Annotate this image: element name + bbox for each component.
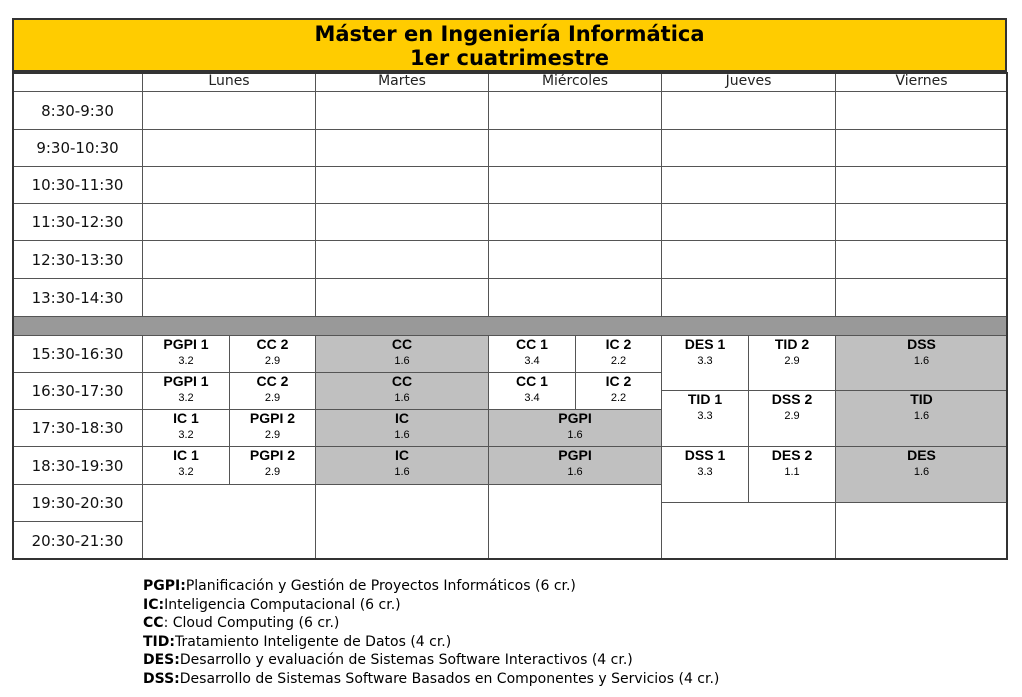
course-name: CC 1 (516, 373, 548, 389)
course-name: DSS (907, 336, 936, 352)
empty-cell (835, 91, 1008, 130)
time-slot: 16:30-17:30 (12, 372, 143, 410)
course-name: PGPI 2 (249, 410, 296, 426)
course-name: TID 2 (774, 336, 810, 352)
room-number: 1.6 (394, 355, 410, 367)
empty-cell (315, 166, 489, 204)
empty-cell (488, 240, 662, 279)
time-slot: 10:30-11:30 (12, 166, 143, 204)
empty-cell (142, 278, 316, 317)
room-number: 3.2 (178, 429, 194, 441)
course-name: IC 1 (173, 410, 199, 426)
class-block (835, 390, 1008, 447)
course-name: TID (910, 391, 933, 407)
empty-cell (835, 166, 1008, 204)
class-block (748, 446, 836, 503)
class-block (488, 335, 576, 373)
time-slot: 15:30-16:30 (12, 335, 143, 373)
legend-item: DSS:Desarrollo de Sistemas Software Basados en Componentes y Servicios (4 cr.) (143, 670, 720, 687)
course-name: DES 2 (771, 447, 813, 463)
room-number: 2.9 (784, 355, 800, 367)
room-number: 3.3 (697, 466, 713, 478)
legend (143, 577, 719, 689)
empty-cell (315, 484, 489, 560)
empty-cell (142, 203, 316, 241)
course-name: DES 1 (684, 336, 726, 352)
class-block (315, 446, 489, 485)
class-block (229, 335, 316, 373)
day-header: Lunes (142, 72, 316, 92)
day-header: Jueves (661, 72, 836, 92)
empty-cell (488, 166, 662, 204)
room-number: 2.9 (264, 392, 281, 404)
class-block (748, 335, 836, 391)
class-block (142, 372, 230, 410)
course-name: CC 2 (256, 336, 289, 352)
class-block (575, 372, 662, 410)
break-bar (12, 316, 1008, 336)
day-header: Miércoles (488, 72, 662, 92)
class-block (748, 390, 836, 447)
course-name: DSS 2 (771, 391, 813, 407)
class-block (661, 446, 749, 503)
time-slot: 20:30-21:30 (12, 521, 143, 560)
class-block (142, 335, 230, 373)
class-block (488, 446, 662, 485)
course-name: IC (395, 410, 409, 426)
room-number: 3.3 (697, 410, 713, 422)
room-number: 2.9 (264, 466, 281, 478)
room-number: 1.6 (394, 429, 410, 441)
empty-cell (661, 166, 836, 204)
course-name: PGPI 1 (163, 336, 209, 352)
empty-cell (142, 484, 316, 560)
empty-cell (315, 91, 489, 130)
empty-cell (835, 203, 1008, 241)
empty-cell (315, 129, 489, 167)
course-name: PGPI 1 (163, 373, 209, 389)
class-block (229, 372, 316, 410)
time-slot: 9:30-10:30 (12, 129, 143, 167)
title-line-2: 1er cuatrimestre (410, 46, 609, 70)
course-name: CC (391, 336, 413, 352)
empty-cell (315, 203, 489, 241)
room-number: 3.2 (178, 466, 194, 478)
room-number: 1.6 (913, 410, 930, 422)
class-block (661, 335, 749, 391)
room-number: 2.2 (610, 392, 627, 404)
room-number: 2.2 (610, 355, 627, 367)
time-slot: 11:30-12:30 (12, 203, 143, 241)
class-block (229, 409, 316, 447)
empty-cell (661, 278, 836, 317)
empty-cell (142, 91, 316, 130)
room-number: 1.6 (394, 392, 410, 404)
empty-cell (661, 129, 836, 167)
legend-item: CC: Cloud Computing (6 cr.) (143, 615, 340, 632)
legend-item: DES:Desarrollo y evaluación de Sistemas Software Interactivos (4 cr.) (143, 652, 633, 669)
empty-cell (142, 129, 316, 167)
room-number: 2.9 (264, 429, 281, 441)
room-number: 1.6 (567, 466, 583, 478)
time-slot: 12:30-13:30 (12, 240, 143, 279)
course-name: TID 1 (687, 391, 723, 407)
room-number: 2.9 (264, 355, 281, 367)
class-block (575, 335, 662, 373)
course-name: CC 2 (256, 373, 289, 389)
corner-cell (12, 72, 143, 92)
empty-cell (488, 484, 662, 560)
course-name: IC 2 (605, 336, 632, 352)
empty-cell (835, 502, 1008, 560)
course-name: PGPI (558, 410, 592, 426)
empty-cell (835, 278, 1008, 317)
empty-cell (661, 502, 836, 560)
day-header: Viernes (835, 72, 1008, 92)
room-number: 1.6 (913, 355, 930, 367)
course-name: PGPI 2 (249, 447, 296, 463)
course-name: PGPI (558, 447, 592, 463)
empty-cell (661, 240, 836, 279)
room-number: 1.1 (784, 466, 800, 478)
class-block (835, 446, 1008, 503)
class-block (661, 390, 749, 447)
class-block (488, 372, 576, 410)
room-number: 1.6 (913, 466, 930, 478)
time-slot: 17:30-18:30 (12, 409, 143, 447)
empty-cell (315, 240, 489, 279)
class-block (142, 446, 230, 485)
course-name: IC (395, 447, 409, 463)
course-name: CC 1 (516, 336, 548, 352)
course-name: DES (907, 447, 936, 463)
room-number: 3.4 (524, 355, 540, 367)
time-slot: 8:30-9:30 (12, 91, 143, 130)
empty-cell (661, 203, 836, 241)
empty-cell (661, 91, 836, 130)
day-header: Martes (315, 72, 489, 92)
class-block (488, 409, 662, 447)
room-number: 2.9 (784, 410, 800, 422)
empty-cell (488, 129, 662, 167)
empty-cell (142, 166, 316, 204)
time-slot: 13:30-14:30 (12, 278, 143, 317)
room-number: 3.3 (697, 355, 713, 367)
class-block (229, 446, 316, 485)
class-block (142, 409, 230, 447)
legend-item: IC:Inteligencia Computacional (6 cr.) (143, 596, 401, 613)
course-name: DSS 1 (684, 447, 726, 463)
room-number: 1.6 (567, 429, 583, 441)
room-number: 1.6 (394, 466, 410, 478)
empty-cell (835, 240, 1008, 279)
room-number: 3.2 (178, 392, 194, 404)
empty-cell (488, 278, 662, 317)
empty-cell (488, 91, 662, 130)
time-slot: 18:30-19:30 (12, 446, 143, 485)
legend-item: PGPI:Planificación y Gestión de Proyectos Informáticos (6 cr.) (143, 578, 576, 594)
title-line-1: Máster en Ingeniería Informática (314, 22, 705, 46)
empty-cell (835, 129, 1008, 167)
room-number: 3.4 (524, 392, 540, 404)
course-name: CC (391, 373, 413, 389)
class-block (835, 335, 1008, 391)
empty-cell (315, 278, 489, 317)
legend-item: TID:Tratamiento Inteligente de Datos (4 cr.) (143, 633, 452, 650)
time-slot: 19:30-20:30 (12, 484, 143, 522)
class-block (315, 409, 489, 447)
course-name: IC 2 (605, 373, 632, 389)
class-block (315, 372, 489, 410)
room-number: 3.2 (178, 355, 194, 367)
empty-cell (142, 240, 316, 279)
course-name: IC 1 (173, 447, 199, 463)
empty-cell (488, 203, 662, 241)
class-block (315, 335, 489, 373)
